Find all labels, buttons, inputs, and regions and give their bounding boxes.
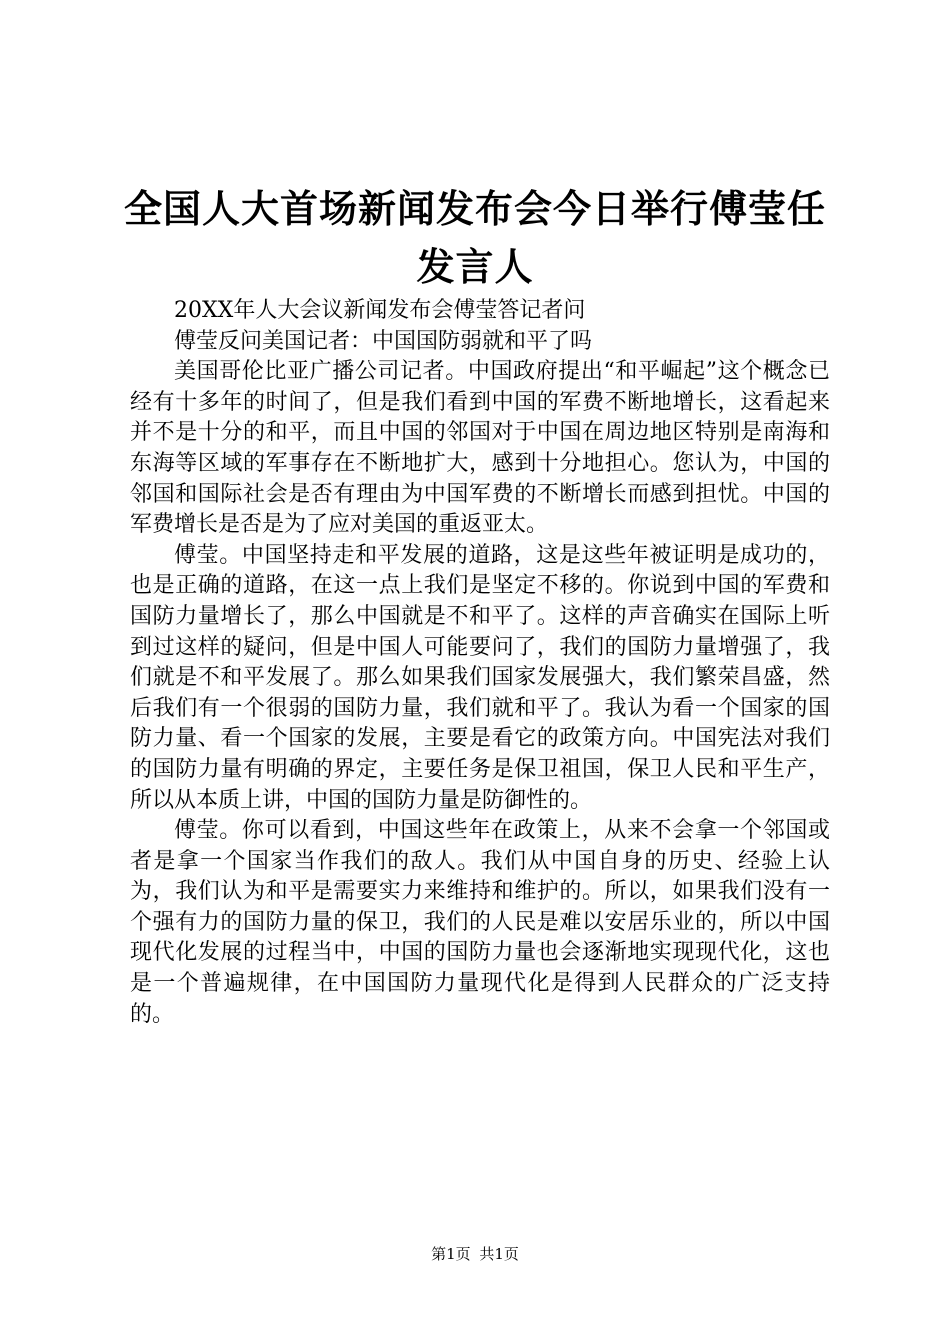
paragraph-answer-2: 傅莹。你可以看到，中国这些年在政策上，从来不会拿一个邻国或者是拿一个国家当作我们的敌人。我们从中国自身的历史、经验上认为，我们认为和平是需要实力来维持和维护的。所以，如果我们没有一个强有力的国防力量的保卫，我们的人民是难以安居乐业的，所以中国现代化发展的过程当中，中国的国防力量也会逐渐地实现现代化，这也是一个普遍规律，在中国国防力量现代化是得到人民群众的广泛支持的。 (130, 818, 830, 1027)
document-body (130, 296, 830, 1030)
paragraph-answer-1: 傅莹。中国坚持走和平发展的道路，这是这些年被证明是成功的，也是正确的道路，在这一点上我们是坚定不移的。你说到中国的军费和国防力量增长了，那么中国就是不和平了。这样的声音确实在国际上听到过这样的疑问，但是中国人可能要问了，我们的国防力量增强了，我们就是不和平发展了。那么如果我们国家发展强大，我们繁荣昌盛，然后我们有一个很弱的国防力量，我们就和平了。我认为看一个国家的国防力量、看一个国家的发展，主要是看它的政策方向。中国宪法对我们的国防力量有明确的界定，主要任务是保卫祖国，保卫人民和平生产，所以从本质上讲，中国的国防力量是防御性的。 (130, 542, 830, 813)
page-total: 共1页 (479, 1245, 519, 1263)
paragraph-headline: 傅莹反问美国记者：中国国防弱就和平了吗 (174, 328, 593, 354)
page-footer (0, 1244, 950, 1264)
paragraph-subtitle: 20XX年人大会议新闻发布会傅莹答记者问 (174, 298, 586, 323)
document-title: 全国人大首场新闻发布会今日举行傅莹任发言人 (123, 186, 826, 289)
page-number: 第1页 (431, 1245, 471, 1263)
paragraph-question: 美国哥伦比亚广播公司记者。中国政府提出“和平崛起”这个概念已经有十多年的时间了，但是我们看到中国的军费不断地增长，这看起来并不是十分的和平，而且中国的邻国对于中国在周边地区特别是南海和东海等区域的军事存在不断地扩大，感到十分地担心。您认为，中国的邻国和国际社会是否有理由为中国军费的不断增长而感到担忧。中国的军费增长是否是为了应对美国的重返亚太。 (130, 359, 830, 538)
